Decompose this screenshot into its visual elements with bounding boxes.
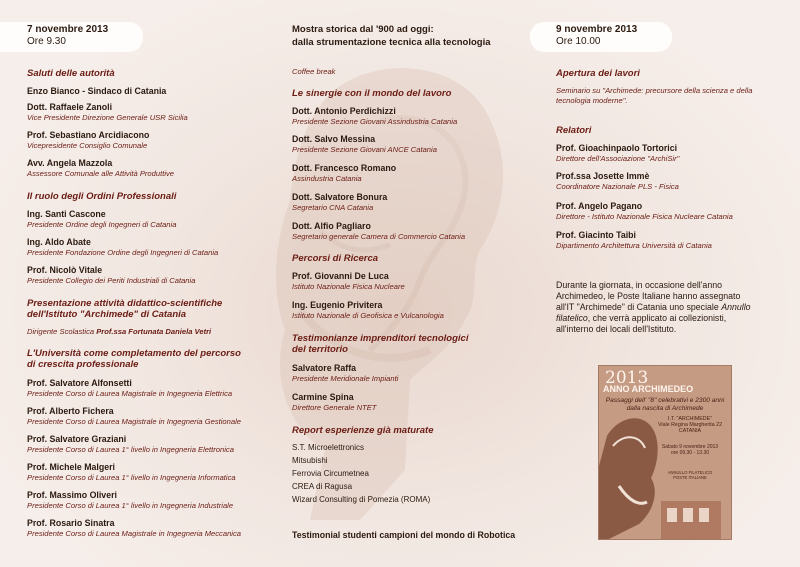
date-day3: 9 novembre 2013 <box>556 24 638 35</box>
section-presentazione-line2: dell'Istituto "Archimede" di Catania <box>27 309 187 320</box>
speaker-role: Presidente Fondazione Ordine degli Ingegneri di Catania <box>27 248 219 257</box>
speaker-name: Ing. Santi Cascone <box>27 209 106 219</box>
report-item: S.T. Microelettronics <box>292 443 365 452</box>
speaker-role: Coordinatore Nazionale PLS - Fisica <box>556 182 679 191</box>
mostra-subtitle: dalla strumentazione tecnica alla tecnologia <box>292 37 491 48</box>
dirigente-line <box>27 327 211 336</box>
section-ricerca: Percorsi di Ricerca <box>292 253 379 264</box>
section-ordini: Il ruolo degli Ordini Professionali <box>27 191 177 202</box>
poster-school <box>654 416 726 435</box>
speaker-name: Prof. Michele Malgeri <box>27 462 115 472</box>
section-apertura: Apertura dei lavori <box>556 68 640 79</box>
speaker-name: Prof. Alberto Fichera <box>27 406 114 416</box>
speaker-role: Presidente Corso di Laurea Magistrale in Ingegneria Gestionale <box>27 417 242 426</box>
annullo-emphasis: filatelico <box>556 313 588 323</box>
speaker-role: Direttore - Istituto Nazionale Fisica Nucleare Catania <box>556 212 733 221</box>
poster-date-line: Sabato 9 novembre 2013 <box>661 444 719 450</box>
robotica-note: Testimonial studenti campioni del mondo di Robotica <box>292 530 516 540</box>
section-presentazione: Presentazione attività didattico-scientifiche <box>27 298 223 309</box>
poster-year: 2013 <box>605 368 649 388</box>
section-saluti: Saluti delle autorità <box>27 68 115 79</box>
speaker-name: Ing. Eugenio Privitera <box>292 300 383 310</box>
poster-notes <box>654 470 726 480</box>
speaker-role: Assindustria Catania <box>292 174 362 183</box>
section-sinergie: Le sinergie con il mondo del lavoro <box>292 88 452 99</box>
speaker-role: Presidente Corso di Laurea 1° livello in Ingegneria Elettronica <box>27 445 234 454</box>
speaker-name: Dott. Francesco Romano <box>292 163 397 173</box>
annullo-line <box>556 302 774 313</box>
speaker-role: Istituto Nazionale Fisica Nucleare <box>292 282 405 291</box>
annullo-text: all'IT "Archimede" di Catania uno speciale <box>556 302 722 312</box>
report-item: Ferrovia Circumetnea <box>292 469 369 478</box>
time-day3: Ore 10.00 <box>556 36 601 47</box>
poster-note-line: ANNULLO FILATELICO <box>667 470 713 475</box>
speaker-role: Presidente Ordine degli Ingegneri di Catania <box>27 220 177 229</box>
speaker-name: Prof. Angelo Pagano <box>556 201 643 211</box>
speaker-name: Prof. Gioachinpaolo Tortorici <box>556 143 678 153</box>
mostra-title: Mostra storica dal '900 ad oggi: <box>292 24 434 35</box>
seminario-text: Seminario su "Archimede: precursore della scienza e della <box>556 86 753 95</box>
speaker-role: Segretario generale Camera di Commercio Catania <box>292 232 466 241</box>
speaker-name: Dott. Salvatore Bonura <box>292 192 388 202</box>
time-day1: Ore 9.30 <box>27 36 66 47</box>
poster-school-line: Viale Regina Margherita 22 <box>657 422 723 429</box>
speaker-name: Prof. Giacinto Taibi <box>556 230 636 240</box>
speaker-name: Prof.ssa Josette Immè <box>556 171 650 181</box>
speaker-role: Segretario CNA Catania <box>292 203 374 212</box>
speaker-role: Istituto Nazionale di Geofisica e Vulcanologia <box>292 311 444 320</box>
speaker-name: Salvatore Raffa <box>292 363 357 373</box>
annullo-line: Durante la giornata, in occasione dell'anno <box>556 280 722 290</box>
speaker-role: Presidente Corso di Laurea Magistrale in Ingegneria Meccanica <box>27 529 242 538</box>
speaker-name: Dott. Alfio Pagliaro <box>292 221 371 231</box>
speaker-role: Presidente Corso di Laurea 1° livello in Ingegneria Informatica <box>27 473 236 482</box>
speaker-name: Ing. Aldo Abate <box>27 237 91 247</box>
coffee-break: Coffee break <box>292 67 336 76</box>
section-testimonianze-line2: del territorio <box>292 344 348 355</box>
report-item: Wizard Consulting di Pomezia (ROMA) <box>292 495 431 504</box>
speaker-name: Prof. Salvatore Alfonsetti <box>27 378 132 388</box>
poster-date-line: ore 09.30 - 13.30 <box>670 450 710 456</box>
report-item: CREA di Ragusa <box>292 482 353 491</box>
speaker-name: Dott. Antonio Perdichizzi <box>292 106 396 116</box>
annullo-emphasis: Annullo <box>721 302 751 312</box>
report-item: Mitsubishi <box>292 456 328 465</box>
speaker-name: Avv. Angela Mazzola <box>27 158 113 168</box>
speaker-role: Presidente Sezione Giovani Assindustria Catania <box>292 117 458 126</box>
poster-school-line: CATANIA <box>678 428 702 435</box>
speaker-name: Prof. Nicolò Vitale <box>27 265 103 275</box>
dirigente-name: Prof.ssa Fortunata Daniela Vetri <box>96 327 212 336</box>
speaker-name: Prof. Massimo Oliveri <box>27 490 117 500</box>
date-box-day1 <box>0 22 143 52</box>
date-day1: 7 novembre 2013 <box>27 24 109 35</box>
section-testimonianze: Testimonianze imprenditori tecnologici <box>292 333 469 344</box>
speaker-role: Presidente Meridionale Impianti <box>292 374 399 383</box>
speaker-name: Enzo Bianco - Sindaco di Catania <box>27 86 167 96</box>
speaker-name: Dott. Salvo Messina <box>292 134 376 144</box>
annullo-line <box>556 313 774 324</box>
speaker-name: Dott. Raffaele Zanoli <box>27 102 113 112</box>
annullo-text: , che verrà applicato ai collezionisti, <box>587 313 727 323</box>
poster-heading: Passaggi dell' "8" celebrativi e 2300 anni dalla nascita di Archimede <box>605 397 725 412</box>
event-poster-image <box>598 365 732 540</box>
poster-dates <box>654 444 726 456</box>
annullo-line: Archimedeo, le Poste Italiane hanno assegnato <box>556 291 741 301</box>
date-box-day3 <box>530 22 672 52</box>
poster-note-line: POSTE ITALIANE <box>673 475 707 480</box>
section-universita-line2: di crescita professionale <box>27 359 139 370</box>
speaker-role: Presidente Collegio dei Periti Industriali di Catania <box>27 276 196 285</box>
poster-school-line: I.T. "ARCHIMEDE" <box>667 416 713 422</box>
speaker-role: Presidente Sezione Giovani ANCE Catania <box>292 145 437 154</box>
poster-anno: ANNO ARCHIMEDEO <box>603 384 694 394</box>
seminario-text-line2: tecnologia moderne". <box>556 96 628 105</box>
annullo-line: all'interno dei locali dell'Istituto. <box>556 324 677 334</box>
dirigente-role: Dirigente Scolastica <box>27 327 97 336</box>
speaker-name: Prof. Rosario Sinatra <box>27 518 115 528</box>
speaker-role: Direttore Generale NTET <box>292 403 377 412</box>
speaker-role: Direttore dell'Associazione "ArchiSir" <box>556 154 680 163</box>
annullo-paragraph <box>556 280 774 335</box>
speaker-name: Prof. Salvatore Graziani <box>27 434 127 444</box>
speaker-name: Prof. Giovanni De Luca <box>292 271 389 281</box>
section-universita: L'Università come completamento del percorso <box>27 348 241 359</box>
section-relatori: Relatori <box>556 125 592 136</box>
speaker-name: Prof. Sebastiano Arcidiacono <box>27 130 150 140</box>
speaker-role: Presidente Corso di Laurea Magistrale in Ingegneria Elettrica <box>27 389 233 398</box>
speaker-role: Dipartimento Architettura Università di Catania <box>556 241 712 250</box>
section-report: Report esperienze già maturate <box>292 425 434 436</box>
speaker-role: Assessore Comunale alle Attività Produttive <box>27 169 175 178</box>
speaker-name: Carmine Spina <box>292 392 354 402</box>
speaker-role: Vicepresidente Consiglio Comunale <box>27 141 148 150</box>
speaker-role: Vice Presidente Direzione Generale USR Sicilia <box>27 113 188 122</box>
speaker-role: Presidente Corso di Laurea 1° livello in Ingegneria Industriale <box>27 501 234 510</box>
